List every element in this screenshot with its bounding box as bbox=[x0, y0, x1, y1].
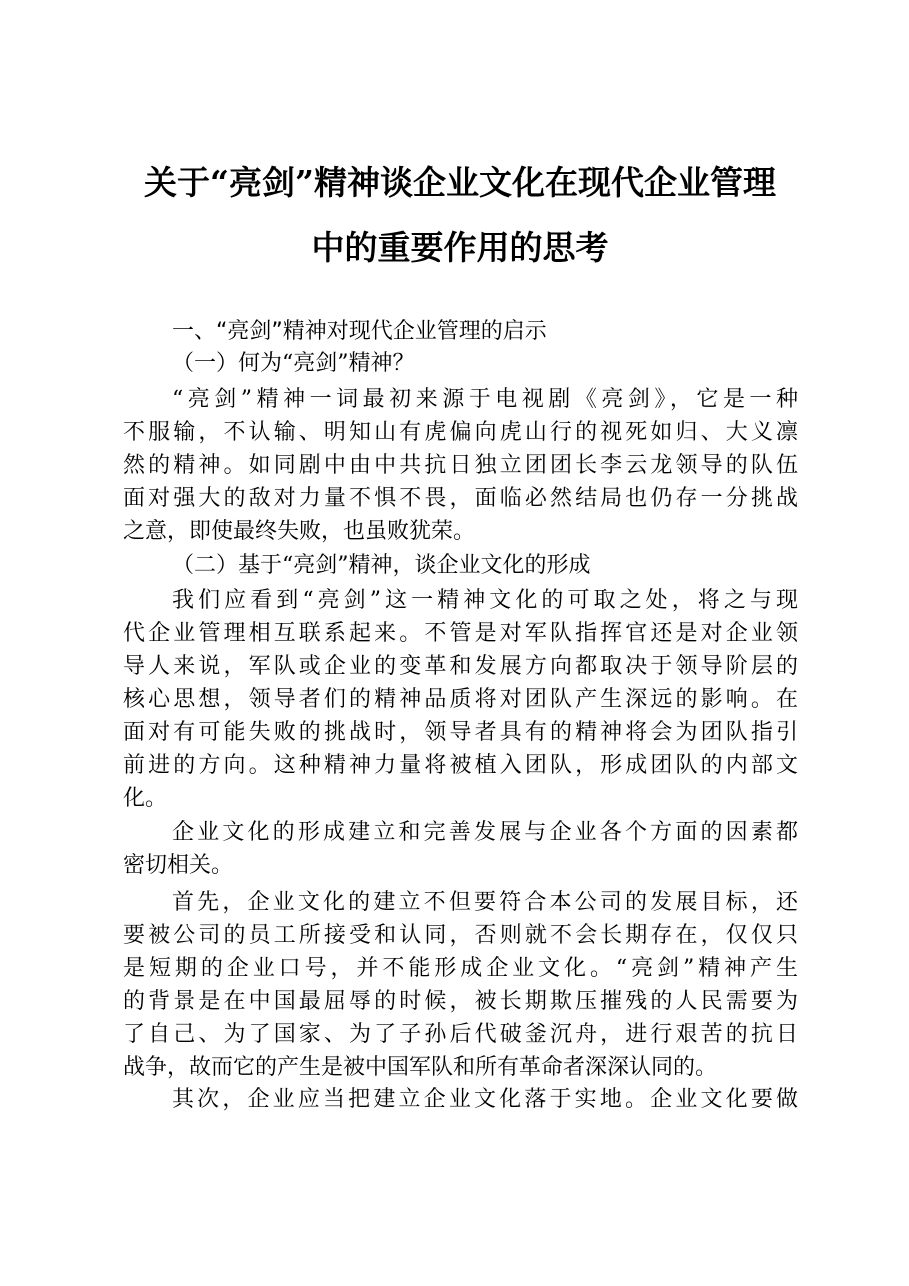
paragraph-line: 不服输，不认输、明知山有虎偏向虎山行的视死如归、大义凛 bbox=[123, 420, 798, 445]
paragraph-line: 首先，企业文化的建立不但要符合本公司的发展目标，还 bbox=[172, 890, 798, 915]
paragraph-line: 是短期的企业口号，并不能形成企业文化。“亮剑”精神产生 bbox=[123, 956, 798, 981]
paragraph-1 bbox=[123, 383, 798, 548]
paragraph-2 bbox=[123, 584, 798, 815]
paragraph-line: 然的精神。如同剧中由中共抗日独立团团长李云龙领导的队伍 bbox=[123, 453, 798, 478]
subsection-heading-1: （一）何为“亮剑”精神？ bbox=[172, 351, 415, 376]
paragraph-line: 战争，故而它的产生是被中国军队和所有革命者深深认同的。 bbox=[123, 1055, 718, 1080]
paragraph-line: 面对强大的敌对力量不惧不畏，面临必然结局也仍存一分挑战 bbox=[123, 486, 798, 511]
paragraph-4 bbox=[123, 886, 798, 1084]
paragraph-line: 企业文化的形成建立和完善发展与企业各个方面的因素都 bbox=[172, 820, 798, 845]
paragraph-line: 我们应看到“亮剑”这一精神文化的可取之处，将之与现 bbox=[172, 588, 798, 613]
paragraph-line: 之意，即使最终失败，也虽败犹荣。 bbox=[123, 519, 476, 544]
paragraph-line: “亮剑”精神一词最初来源于电视剧《亮剑》，它是一种 bbox=[172, 387, 798, 412]
paragraph-line: 面对有可能失败的挑战时，领导者具有的精神将会为团队指引 bbox=[123, 720, 798, 745]
paragraph-line: 代企业管理相互联系起来。不管是对军队指挥官还是对企业领 bbox=[123, 621, 798, 646]
paragraph-line: 的背景是在中国最屈辱的时候，被长期欺压摧残的人民需要为 bbox=[123, 989, 798, 1014]
paragraph-line: 要被公司的员工所接受和认同，否则就不会长期存在，仅仅只 bbox=[123, 923, 798, 948]
paragraph-line: 前进的方向。这种精神力量将被植入团队，形成团队的内部文 bbox=[123, 753, 798, 778]
subsection-heading-2: （二）基于“亮剑”精神，谈企业文化的形成 bbox=[172, 553, 591, 578]
paragraph-line: 导人来说，军队或企业的变革和发展方向都取决于领导阶层的 bbox=[123, 654, 798, 679]
paragraph-line: 化。 bbox=[123, 786, 168, 811]
document-title-line-1: 关于“亮剑”精神谈企业文化在现代企业管理 bbox=[144, 163, 776, 202]
paragraph-line: 了自己、为了国家、为了子孙后代破釜沉舟，进行艰苦的抗日 bbox=[123, 1022, 798, 1047]
paragraph-line: 其次，企业应当把建立企业文化落于实地。企业文化要做 bbox=[172, 1087, 798, 1112]
document-title-line-2: 中的重要作用的思考 bbox=[311, 228, 609, 267]
paragraph-3 bbox=[123, 816, 798, 882]
paragraph-line: 核心思想，领导者们的精神品质将对团队产生深远的影响。在 bbox=[123, 687, 798, 712]
section-heading-1: 一、“亮剑”精神对现代企业管理的启示 bbox=[172, 319, 547, 344]
paragraph-5 bbox=[123, 1083, 798, 1116]
paragraph-line: 密切相关。 bbox=[123, 853, 234, 878]
